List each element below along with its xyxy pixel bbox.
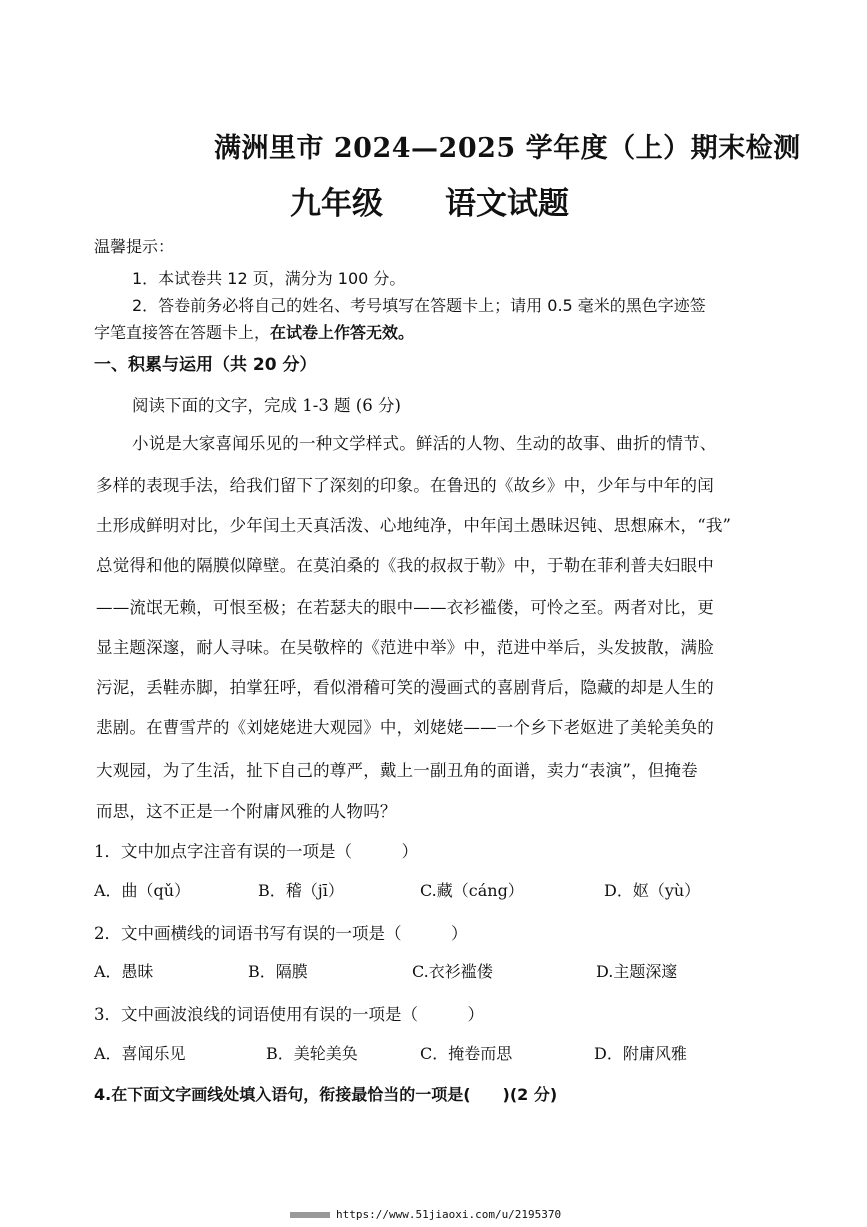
- question-1-stem: 1．文中加点字注音有误的一项是（ ）: [94, 842, 418, 861]
- passage-line: 而思，这不正是一个附庸风雅的人物吗？: [96, 802, 397, 821]
- tip-item-3-bold: 在试卷上作答无效。: [270, 323, 415, 342]
- footer-url-line: [290, 1208, 561, 1221]
- q2-option-c: C.衣衫褴偻: [412, 962, 493, 981]
- grade-label: 九年级: [290, 186, 383, 222]
- question-2-stem: 2．文中画横线的词语书写有误的一项是（ ）: [94, 924, 468, 943]
- q3-option-b: B．美轮美奂: [266, 1044, 358, 1063]
- passage-line: 总觉得和他的隔膜似障壁。在莫泊桑的《我的叔叔于勒》中，于勒在菲利普夫妇眼中: [96, 556, 714, 575]
- tip-item-2: 2．答卷前务必将自己的姓名、考号填写在答题卡上；请用 0.5 毫米的黑色字迹签: [132, 296, 706, 315]
- passage-line: 多样的表现手法，给我们留下了深刻的印象。在鲁迅的《故乡》中，少年与中年的闰: [96, 476, 714, 495]
- q3-option-d: D．附庸风雅: [594, 1044, 687, 1063]
- q1-option-c: C.藏（cáng）: [420, 881, 524, 900]
- q2-option-d: D.主题深邃: [596, 962, 678, 981]
- q2-option-a: A．愚昧: [94, 962, 154, 981]
- section-heading: 一、积累与运用（共 20 分）: [94, 355, 317, 375]
- reading-intro: 阅读下面的文字，完成 1-3 题 (6 分): [132, 396, 401, 415]
- footer-url: https://www.51jiaoxi.com/u/2195370: [336, 1208, 562, 1221]
- passage-line: 土形成鲜明对比，少年闰土天真活泼、心地纯净，中年闰土愚昧迟钝、思想麻木，“我”: [96, 516, 732, 535]
- passage-line: 小说是大家喜闻乐见的一种文学样式。鲜活的人物、生动的故事、曲折的情节、: [132, 434, 717, 453]
- tip-item-1: 1．本试卷共 12 页，满分为 100 分。: [132, 269, 406, 288]
- tips-heading: 温馨提示：: [94, 237, 175, 256]
- q3-option-a: A．喜闻乐见: [94, 1044, 186, 1063]
- question-3-stem: 3．文中画波浪线的词语使用有误的一项是（ ）: [94, 1005, 484, 1024]
- question-4-stem: 4.在下面文字画线处填入语句，衔接最恰当的一项是( )(2 分): [94, 1085, 558, 1104]
- passage-line: 显主题深邃，耐人寻味。在吴敬梓的《范进中举》中，范进中举后，头发披散，满脸: [96, 638, 714, 657]
- exam-title: 满洲里市 2024—2025 学年度（上）期末检测: [214, 133, 801, 164]
- passage-line: 污泥，丢鞋赤脚，拍掌狂呼，看似滑稽可笑的漫画式的喜剧背后，隐藏的却是人生的: [96, 678, 714, 697]
- subject-label: 语文试题: [445, 186, 569, 222]
- q1-option-b: B．稽（jī）: [258, 881, 344, 900]
- q1-option-a: A．曲（qǔ）: [94, 881, 191, 900]
- passage-line: 悲剧。在曹雪芹的《刘姥姥进大观园》中，刘姥姥——一个乡下老妪进了美轮美奂的: [96, 718, 714, 737]
- tip-item-3: [94, 320, 414, 343]
- q2-option-b: B．隔膜: [248, 962, 308, 981]
- q1-option-d: D．妪（yù）: [604, 881, 701, 900]
- tip-item-3-text: 字笔直接答在答题卡上，: [94, 323, 271, 342]
- watermark-mark: [290, 1212, 330, 1218]
- exam-subtitle: [290, 178, 569, 223]
- q3-option-c: C．掩卷而思: [420, 1044, 513, 1063]
- passage-line: 大观园，为了生活，扯下自己的尊严，戴上一副丑角的面谱，卖力“表演”，但掩卷: [96, 761, 698, 780]
- passage-line: ——流氓无赖，可恨至极；在若瑟夫的眼中——衣衫褴偻，可怜之至。两者对比，更: [96, 598, 714, 617]
